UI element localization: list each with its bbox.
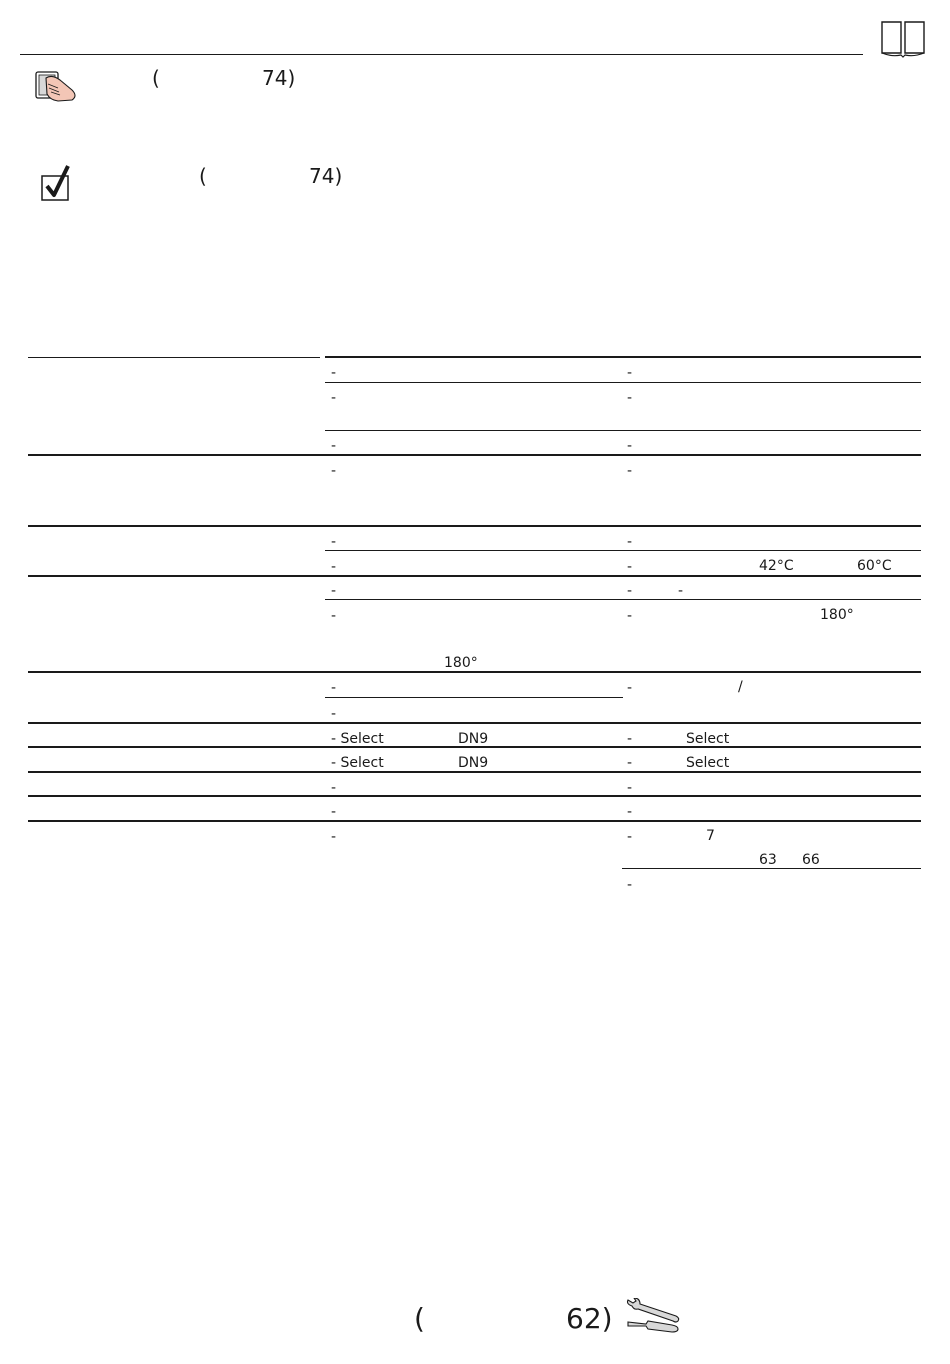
table-cell: DN9 <box>458 755 489 771</box>
table-cell: - <box>331 608 337 624</box>
table-rule <box>28 795 921 797</box>
table-cell: - Select <box>331 755 384 771</box>
table-cell: - <box>627 438 633 454</box>
table-cell: - <box>627 534 633 550</box>
section1-page-ref: 74) <box>262 66 296 90</box>
table-cell: - <box>331 559 337 575</box>
hand-cleaning-icon <box>32 66 80 104</box>
section1-open-paren: ( <box>152 66 160 90</box>
angle-value: 180° <box>820 607 854 623</box>
table-rule <box>28 722 921 724</box>
table-cell: - <box>331 365 337 381</box>
table-rule <box>28 357 320 358</box>
footer-page-ref: 62) <box>566 1302 613 1335</box>
table-cell: - <box>627 780 633 796</box>
table-rule <box>325 599 921 600</box>
page-reference: 63 <box>759 852 777 868</box>
table-rule <box>325 356 921 358</box>
section2-open-paren: ( <box>199 164 207 188</box>
table-cell: Select <box>686 755 730 771</box>
section2-page-ref: 74) <box>309 164 343 188</box>
table-cell: - <box>627 365 633 381</box>
table-cell: - <box>331 829 337 845</box>
table-rule <box>325 550 921 551</box>
table-cell: - <box>627 731 633 747</box>
table-cell: - <box>331 534 337 550</box>
table-cell: - <box>627 463 633 479</box>
table-cell: - <box>627 559 633 575</box>
table-cell: - Select <box>331 731 384 747</box>
table-cell: - <box>627 877 633 893</box>
table-cell: 7 <box>706 828 715 844</box>
table-cell: - <box>627 755 633 771</box>
table-cell: - <box>331 438 337 454</box>
table-cell: - <box>331 706 337 722</box>
table-rule <box>28 525 921 527</box>
table-rule <box>325 382 921 383</box>
table-rule <box>325 697 623 698</box>
table-cell: - <box>331 583 337 599</box>
table-rule <box>28 771 921 773</box>
table-rule <box>28 671 921 673</box>
table-rule <box>28 454 921 456</box>
table-cell: - <box>627 804 633 820</box>
table-rule <box>28 575 921 577</box>
table-rule <box>325 430 921 431</box>
footer-open-paren: ( <box>414 1302 425 1335</box>
table-cell: DN9 <box>458 731 489 747</box>
table-rule <box>28 820 921 822</box>
table-cell: - <box>627 583 633 599</box>
checkbox-checked-icon <box>40 164 74 204</box>
table-cell: - <box>627 829 633 845</box>
temperature-value: 60°C <box>857 558 892 574</box>
table-cell: - <box>627 680 633 696</box>
table-cell: - <box>331 680 337 696</box>
header-rule <box>20 54 863 55</box>
temperature-value: 42°C <box>759 558 794 574</box>
open-book-icon <box>880 19 926 59</box>
wrench-screwdriver-icon <box>624 1298 682 1336</box>
angle-value: 180° <box>444 655 478 671</box>
table-cell: - <box>678 583 684 599</box>
table-cell: / <box>738 679 743 695</box>
table-cell: - <box>627 608 633 624</box>
table-cell: Select <box>686 731 730 747</box>
table-cell: - <box>331 463 337 479</box>
table-cell: - <box>627 390 633 406</box>
table-rule <box>622 868 921 869</box>
table-cell: - <box>331 390 337 406</box>
page-reference: 66 <box>802 852 820 868</box>
table-cell: - <box>331 804 337 820</box>
table-cell: - <box>331 780 337 796</box>
